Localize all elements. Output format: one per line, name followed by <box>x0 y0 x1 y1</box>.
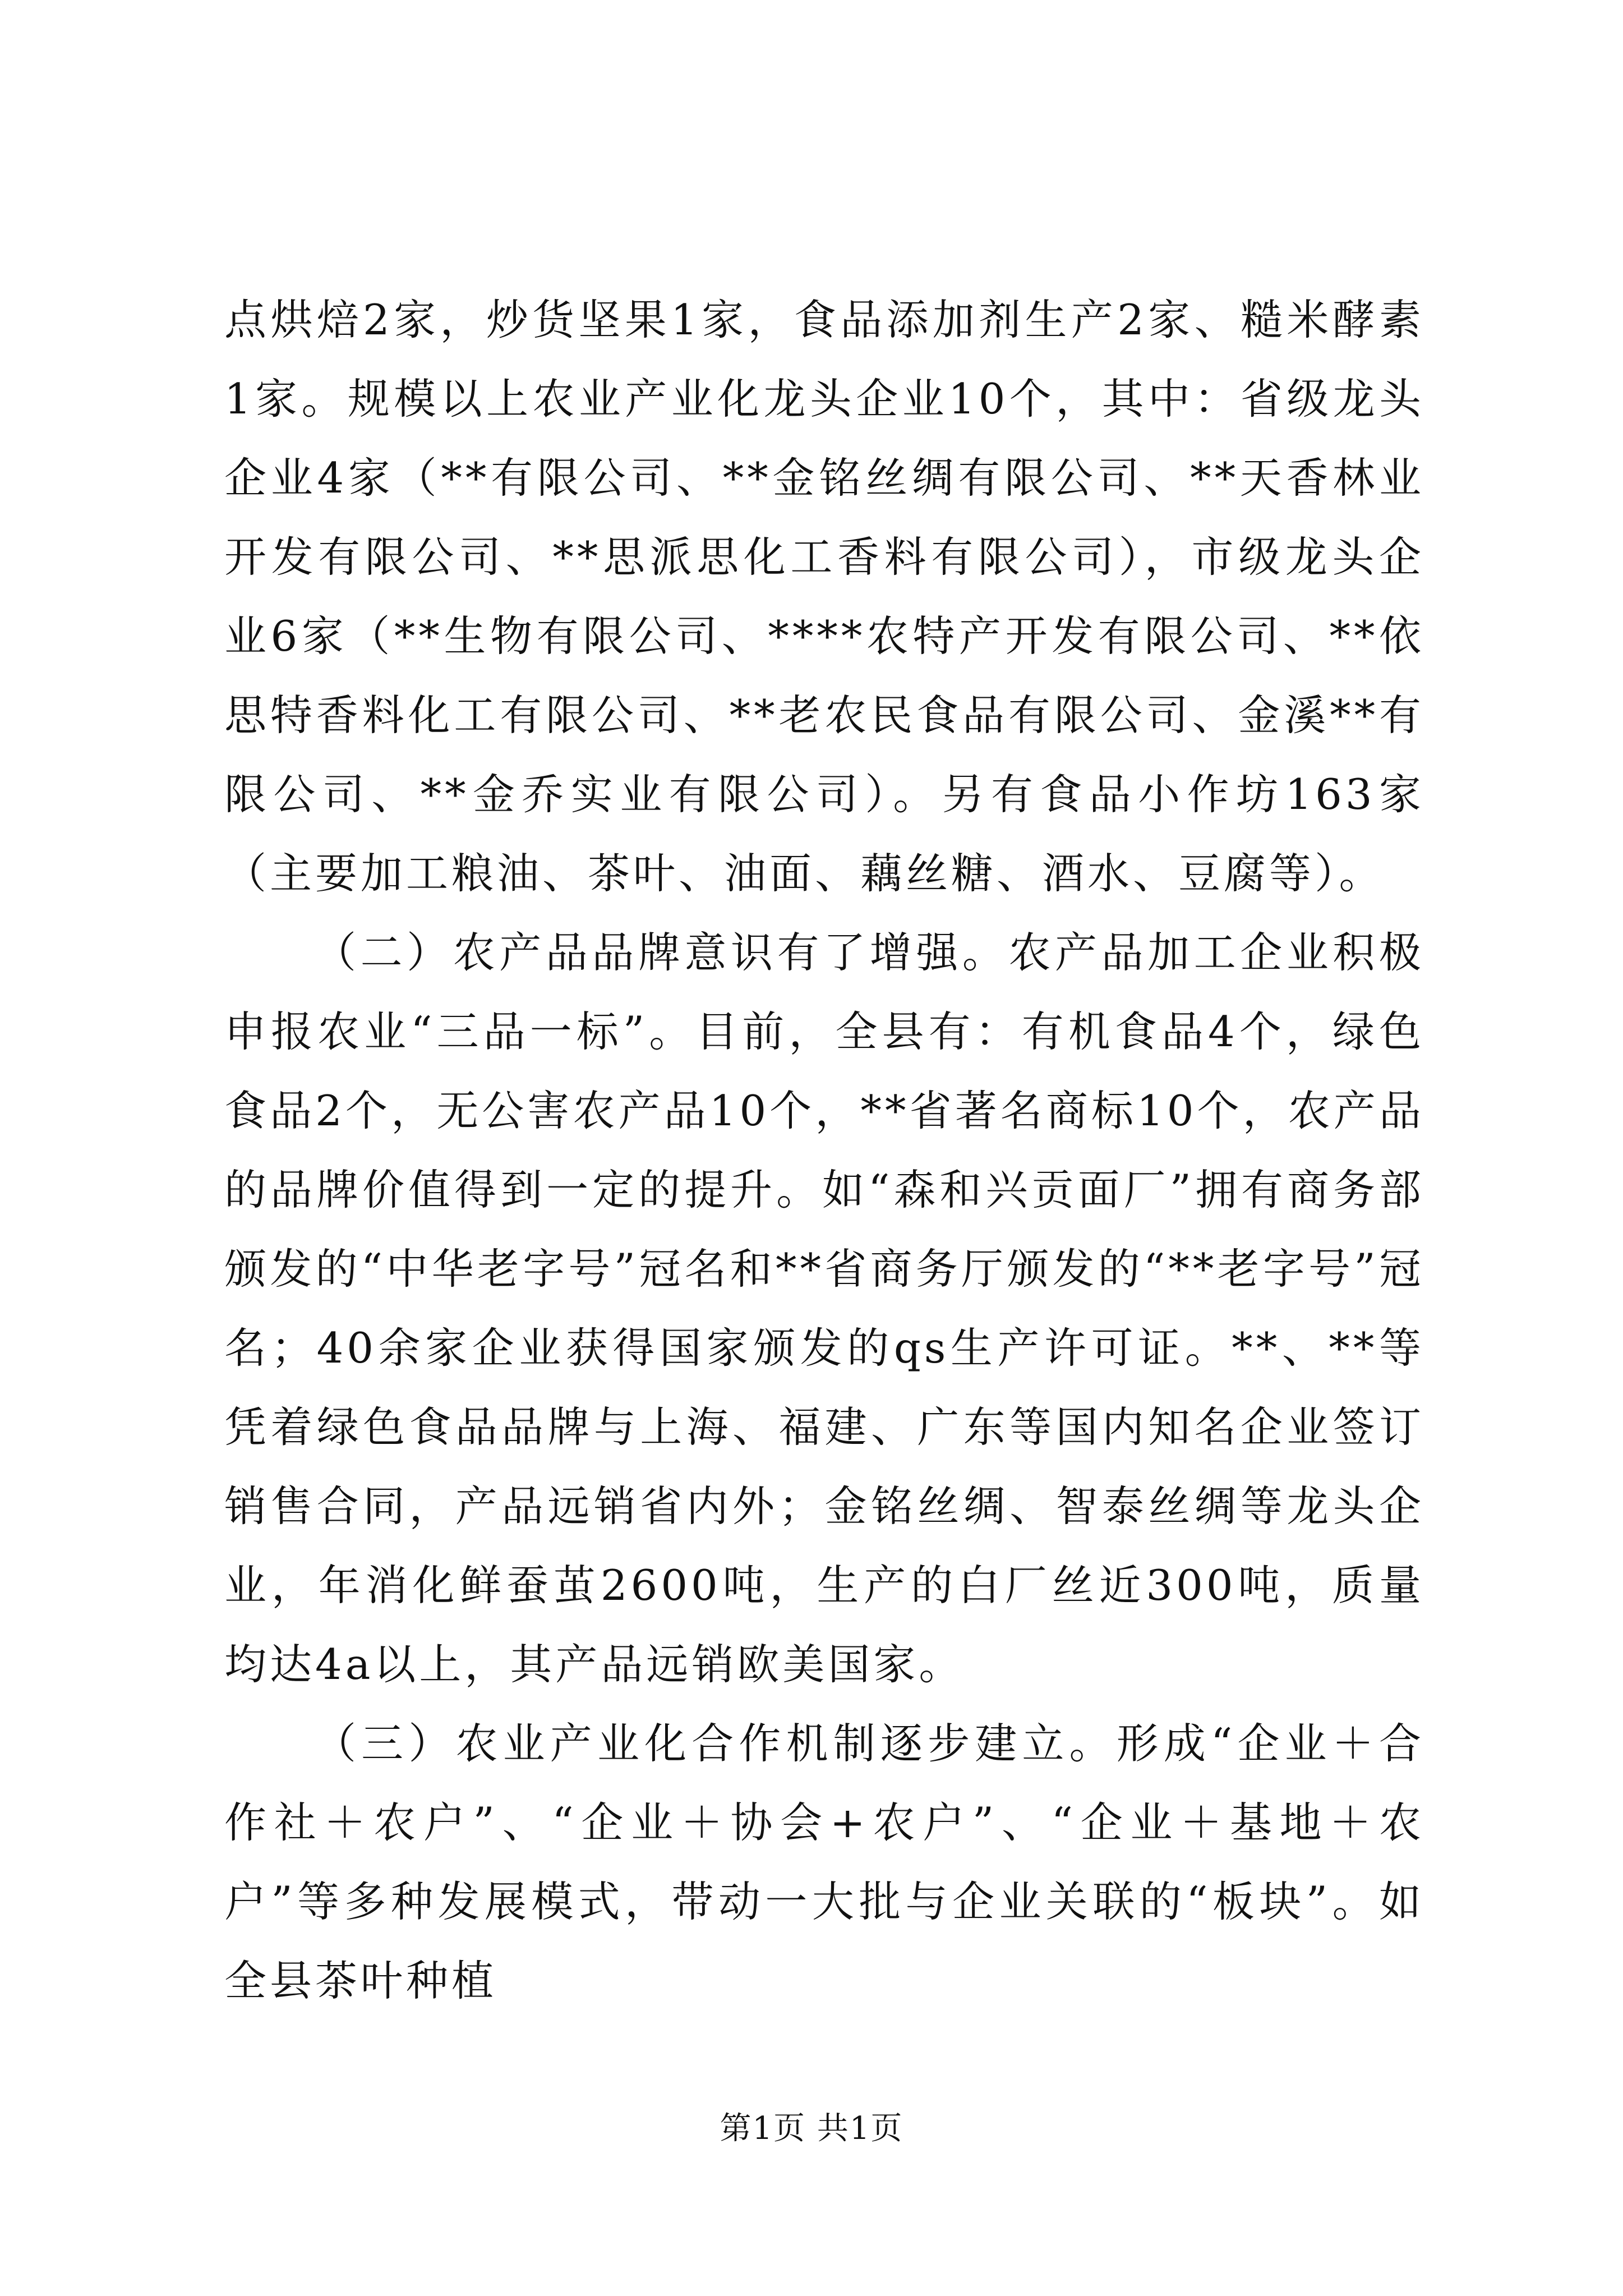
page-footer: 第1页 共1页 <box>720 2110 903 2147</box>
paragraph-enterprise-list: 点烘焙2家，炒货坚果1家，食品添加剂生产2家、糙米酵素1家。规模以上农业产业化龙头企业10个，其中：省级龙头企业4家（**有限公司、**金铭丝绸有限公司、**天香林业开发有限公司、**思派思化工香料有限公司），市级龙头企业6家（**生物有限公司、****农特产开发有限公司、**依思特香料化工有限公司、**老农民食品有限公司、金溪**有限公司、**金乔实业有限公司）。另有食品小作坊163家（主要加工粮油、茶叶、油面、藕丝糖、酒水、豆腐等）。 <box>224 295 1424 898</box>
paragraph-cooperation-mechanism: （三）农业产业化合作机制逐步建立。形成“企业＋合作社＋农户”、“企业＋协会+农户”、“企业＋基地＋农户”等多种发展模式，带动一大批与企业关联的“板块”。如全县茶叶种植 <box>224 1719 1424 2005</box>
paragraph-brand-awareness: （二）农产品品牌意识有了增强。农产品加工企业积极申报农业“三品一标”。目前，全县有：有机食品4个，绿色食品2个，无公害农产品10个，**省著名商标10个，农产品的品牌价值得到一定的提升。如“森和兴贡面厂”拥有商务部颁发的“中华老字号”冠名和**省商务厅颁发的“**老字号”冠名；40余家企业获得国家颁发的qs生产许可证。**、**等凭着绿色食品品牌与上海、福建、广东等国内知名企业签订销售合同，产品远销省内外；金铭丝绸、智泰丝绸等龙头企业，年消化鲜蚕茧2600吨，生产的白厂丝近300吨，质量均达4a以上，其产品远销欧美国家。 <box>224 928 1424 1689</box>
document-body <box>224 280 1424 2021</box>
